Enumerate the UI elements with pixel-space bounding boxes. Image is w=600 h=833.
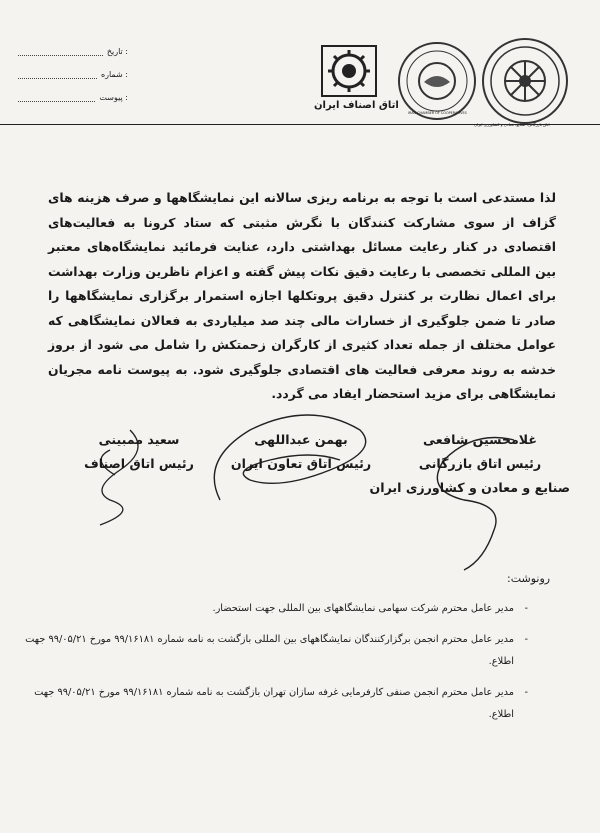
cooperatives-chamber-seal bbox=[398, 42, 476, 120]
signature-cooperatives bbox=[226, 428, 376, 476]
header-divider bbox=[0, 124, 600, 125]
number-label: : شماره bbox=[100, 70, 128, 79]
cc-item: - مدیر عامل محترم انجمن صنفی کارفرمایی غرفه سازان تهران بازگشت به نامه شماره ۹۹/۱۶۱۸۱ مورخ ۹۹/۰۵/۲۱ جهت اطلاع. bbox=[20, 682, 528, 726]
signer-title: رئیس اتاق بازرگانی bbox=[418, 456, 542, 471]
date-label: : تاریخ bbox=[106, 47, 128, 56]
cc-heading: رونوشت: bbox=[507, 572, 551, 585]
number-field bbox=[18, 70, 97, 79]
cc-list bbox=[20, 598, 528, 735]
signer-title: رئیس اتاق اصناف bbox=[84, 456, 194, 471]
signer-name: بهمن عبداللهی bbox=[254, 432, 348, 447]
number-row bbox=[18, 63, 128, 86]
signer-name: سعید ممبینی bbox=[98, 432, 180, 447]
signer-title: رئیس اتاق تعاون ایران bbox=[230, 456, 372, 471]
cc-item: - مدیر عامل محترم انجمن برگزارکنندگان نمایشگاههای بین المللی بازگشت به نامه شماره ۹۹/۱۶۱۸۱ مورخ ۹۹/۰۵/۲۱ جهت اطلاع. bbox=[20, 629, 528, 673]
cc-item: - مدیر عامل محترم شرکت سهامی نمایشگاههای بین المللی جهت استحضار. bbox=[20, 598, 528, 620]
commerce-chamber-seal bbox=[482, 38, 568, 124]
date-row bbox=[18, 40, 128, 63]
date-field bbox=[18, 47, 103, 56]
letter-meta bbox=[18, 40, 128, 109]
signer-title-continued: صنایع و معادن و کشاورزی ایران bbox=[369, 480, 570, 495]
attachment-row bbox=[18, 86, 128, 109]
guilds-chamber-logo-text: اتاق اصناف ایران bbox=[314, 100, 399, 111]
handshake-seal-icon bbox=[402, 46, 472, 116]
signature-commerce bbox=[369, 428, 570, 500]
letter-body: لذا مستدعی است با توجه به برنامه ریزی سالانه این نمایشگاهها و صرف هزینه های گزاف از سوی مشارکت کنندگان با نگرش مثبتی که ستاد کرونا به فعالیت‌های اقتصادی در کنار رعایت مسائل بهداشتی دارد، عنایت فرمائید نمایشگاه‌های معتبر بین المللی تخصصی با رعایت دقیق نکات پیش گفته و اعزام ناظرین وزارت بهداشت برای اعمال نظارت بر کنترل دقیق پروتکلها اجازه استمرار برگزاری نمایشگاهها را صادر تا ضمن جلوگیری از خسارات مالی چند صد میلیاردی به فعالان نمایشگاهی که عوامل مختلف از جمله تعداد کثیری از کارگران زحمتکش را شامل می شود از بروز خدشه به روند معرفی فعالیت های اقتصادی جلوگیری شود. به پیوست نامه مجریان نمایشگاهی برای مزید استحضار ایفاد می گردد. bbox=[48, 190, 556, 401]
attachment-label: : پیوست bbox=[99, 93, 128, 102]
signer-name: غلامحسین شافعی bbox=[423, 432, 537, 447]
guilds-chamber-logo bbox=[314, 44, 399, 116]
cooperatives-seal-caption: IRAN CHAMBER OF COOPERATIVES bbox=[408, 111, 467, 115]
signature-guilds bbox=[74, 428, 204, 476]
attachment-field bbox=[18, 93, 95, 102]
sunburst-seal-icon bbox=[486, 42, 564, 120]
